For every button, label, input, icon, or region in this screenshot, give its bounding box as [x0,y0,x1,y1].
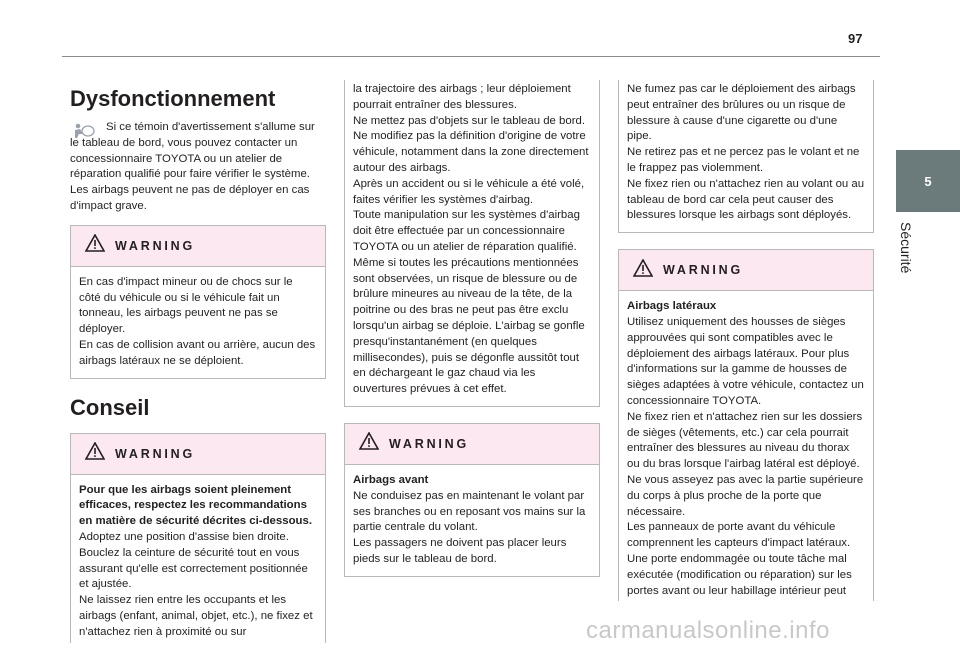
continued-warning-box [344,80,600,407]
warning-lamp-paragraph [70,120,326,215]
warning-text: Adoptez une position d'assise bien droite. Bouclez la ceinture de sécurité tout en vous assurant qu'elle est correctement positionnée et ajustée. Ne laissez rien entre les occupants et les airbags (enfant, animal, objet, etc.), ne fixez et n'attachez rien à proximité ou sur [79,530,313,638]
warning-triangle-icon [633,259,653,282]
page-number: 97 [848,31,863,46]
warning-bold-text: Airbags latéraux [627,300,717,313]
warning-box-side-airbags [618,249,874,601]
warning-triangle-icon [85,234,105,257]
warning-box-1 [70,225,326,379]
watermark: carmanualsonline.info [586,617,830,644]
warning-header [71,226,325,266]
warning-box-2 [70,433,326,643]
chapter-tab[interactable] [896,150,960,212]
warning-triangle-icon [85,442,105,465]
warning-body [71,475,325,643]
warning-header [345,424,599,464]
warning-bold-text: Pour que les airbags soient pleinement efficaces, respectez les recommandations en matière de sécurité décrites ci-dessous. [79,483,312,528]
header-rule [62,56,880,57]
section-heading-conseil: Conseil [70,394,150,420]
chapter-label: Sécurité [898,222,914,274]
airbag-warning-lamp-icon [70,122,96,138]
warning-text: En cas d'impact mineur ou de chocs sur le côté du véhicule ou si le véhicule fait un tonneau, les airbags peuvent ne pas se déployer. En cas de collision avant ou arrière, aucun des airbags latéraux ne se déploient. [79,275,316,367]
lamp-text: Si ce témoin d'avertissement s'allume sur le tableau de bord, vous pouvez contacter un concessionnaire TOYOTA ou un atelier de réparation qualifié pour faire vérifier le système. Les airbags peuvent ne pas de déployer en cas d'impact grave. [70,121,315,212]
column-3 [618,80,874,601]
warning-body [345,465,599,576]
warning-text: Utilisez uniquement des housses de sièges approuvées qui sont compatibles avec le déploiement des airbags latéraux. Pour plus d'informations sur la gamme de housses de sièges adaptées à votre véhicule, contactez un concessionnaire TOYOTA. Ne fixez rien et n'attachez rien sur les dossiers de sièges (vêtements, etc.) car cela pourrait entraîner des blessures au niveau du thorax ou du bras lorsque l'airbag latéral est déployé. Ne vous asseyez pas avec la partie supérieure du corps à plus proche de la porte que nécessaire. Les panneaux de porte avant du véhicule comprennent les capteurs d'impact latéraux. Une porte endommagée ou toute tâche mal exécutée (modification ou réparation) sur les portes avant ou leur habillage intérieur peut [627,315,864,597]
chapter-number: 5 [924,173,932,189]
continued-warning-box [618,80,874,233]
column-2 [344,80,600,577]
warning-title: WARNING [389,436,470,451]
warning-body [619,291,873,601]
warning-title: WARNING [663,263,744,278]
continued-text: la trajectoire des airbags ; leur déploiement pourrait entraîner des blessures. Ne mettez pas d'objets sur le tableau de bord. Ne modifiez pas la définition d'origine de votre véhicule, notamment dans la zone directement autour des airbags. Après un accident ou si le véhicule a été volé, faites vérifier les systèmes d'airbag. Toute manipulation sur les systèmes d'airbag doit être effectuée par un concessionnaire TOYOTA ou un atelier de réparation qualifié. Même si toutes les précautions mentionnées sont observées, un risque de blessure ou de brûlure mineures au niveau de la tête, de la poitrine ou des bras ne peut pas être exclu lorsqu'un airbag se déploie. L'airbag se gonfle presqu'instantanément (en quelques millisecondes), puis se dégonfle aussitôt tout en déchargeant le gaz chaud via les ouvertures prévues à cet effet. [353,83,589,396]
continued-text: Ne fumez pas car le déploiement des airbags peut entraîner des brûlures ou un risque de blessure à cause d'une cigarette ou d'une pipe. Ne retirez pas et ne percez pas le volant et ne le frappez pas violemment. Ne fixez rien ou n'attachez rien au volant ou au tableau de bord car cela peut causer des blessures lorsque les airbags sont déployés. [627,83,865,222]
warning-triangle-icon [359,432,379,455]
warning-title: WARNING [115,446,196,461]
warning-box-front-airbags [344,423,600,577]
column-1 [70,82,326,643]
section-heading-dysfonctionnement: Dysfonctionnement [70,86,276,111]
warning-header [619,250,873,290]
warning-bold-text: Airbags avant [353,473,429,486]
warning-title: WARNING [115,238,196,253]
warning-header [71,434,325,474]
warning-text: Ne conduisez pas en maintenant le volant par ses branches ou en reposant vos mains sur la partie centrale du volant. Les passagers ne doivent pas placer leurs pieds sur le tableau de bord. [353,489,586,565]
